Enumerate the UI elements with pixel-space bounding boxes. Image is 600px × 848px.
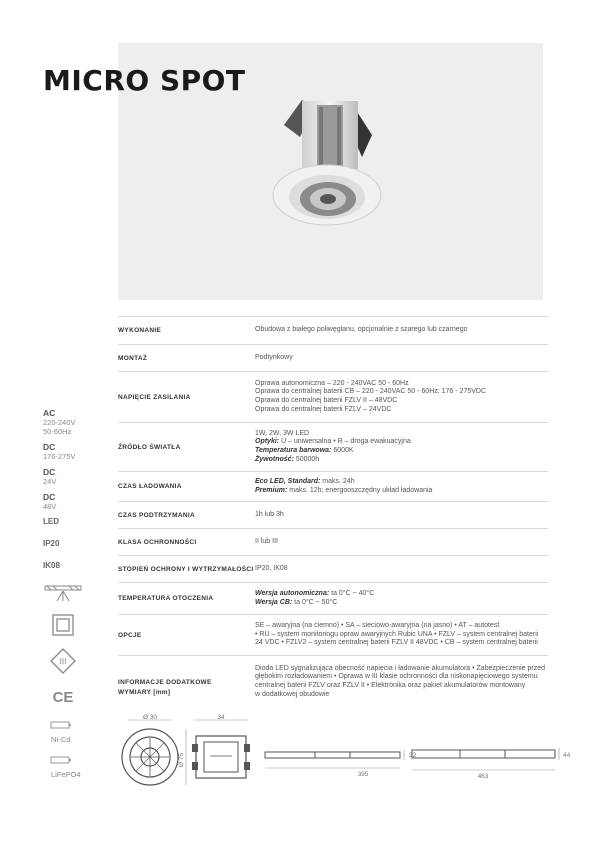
dimensions-title: WYMIARY [mm]: [118, 689, 171, 696]
spec-line: [255, 599, 548, 608]
spec-label: INFORMACJE DODATKOWE: [118, 678, 212, 686]
dc2-sub: 24V: [43, 477, 57, 486]
spec-value: [255, 380, 548, 414]
spec-value: Obudowa z białego poliwęglanu, opcjonalnie z szarego lub czarnego: [255, 326, 468, 334]
nicd-label: NI-Cd: [51, 735, 71, 744]
ce-mark-icon: [43, 685, 83, 707]
page-title: MICRO SPOT: [43, 64, 246, 97]
spec-line: 1W, 2W, 3W LED: [255, 429, 310, 437]
spec-label: STOPIEŃ OCHRONY I WYTRZYMAŁOŚCI: [118, 565, 254, 573]
ac-sub2: 50-60Hz: [43, 427, 72, 436]
sidebar-icons: [43, 408, 93, 789]
auto-value: ta 0°C ~ 40°C: [331, 589, 375, 597]
spec-line: [255, 487, 548, 496]
front-view-drawing: [122, 714, 186, 785]
class-three-icon: [43, 647, 83, 675]
battery-icon: [43, 720, 83, 730]
dim-32: 32: [409, 752, 417, 759]
spec-label: CZAS PODTRZYMANIA: [118, 511, 195, 519]
lifetime-label: Żywotność:: [255, 455, 294, 463]
spec-line: głębokim rozładowaniem • Oprawa w III klasie ochronności dla niskonapięciowego systemu: [255, 673, 538, 681]
spec-value: Podtynkowy: [255, 353, 293, 361]
spec-line: Oprawa autonomiczna – 220 - 240VAC 50 - 60Hz: [255, 379, 409, 387]
auto-label: Wersja autonomiczna:: [255, 589, 330, 597]
spec-line: • RU – system monitoringu opraw awaryjnych Rubic UNA • FZLV – system centralnej baterii: [255, 630, 539, 638]
dc3-sub: 48V: [43, 502, 57, 511]
spec-line: Oprawa do centralnej baterii CB – 220 - 240VAC 50 - 60Hz; 176 - 275VDC: [255, 388, 486, 396]
spec-label: TEMPERATURA OTOCZENIA: [118, 595, 214, 602]
color-temp-value: 6000K: [333, 447, 354, 454]
spec-line: [255, 456, 548, 465]
spec-line: w dodatkowej obudowie: [255, 690, 330, 698]
spec-row-czas-ladowania: [118, 471, 548, 501]
dim-463: 463: [477, 773, 489, 780]
class-two-icon: [43, 613, 83, 637]
spec-line: [255, 438, 548, 447]
spec-row-czas-podtrzymania: [118, 501, 548, 528]
dim-44: 44: [563, 752, 570, 759]
spec-row-informacje: [118, 655, 548, 708]
dc1-top: DC: [43, 442, 56, 452]
dc-badge-3: [43, 492, 93, 511]
cb-value: ta 0°C ~ 50°C: [294, 598, 338, 606]
spec-line: SE – awaryjna (na ciemno) • SA – sieciowo-awaryjna (na jasno) • AT – autotest: [255, 622, 500, 630]
dc1-sub: 176-275V: [43, 452, 76, 461]
spec-label: CZAS ŁADOWANIA: [118, 483, 182, 490]
spec-row-temperatura: [118, 582, 548, 614]
dc2-top: DC: [43, 467, 56, 477]
optics-value: U – uniwersalna • R – droga ewakuacyjna: [281, 438, 411, 446]
spec-line: Oprawa do centralnej baterii FZLV – 24VDC: [255, 405, 392, 413]
spec-value: 1h lub 3h: [255, 510, 284, 518]
battery-icon: [43, 755, 83, 765]
premium-value: maks. 12h; energooszczędny układ ładowania: [289, 486, 433, 494]
ce-text: CE: [52, 689, 74, 706]
spec-line: Dioda LED sygnalizująca obecność napięcia i ładowanie akumulatora • Zabezpieczenie przed: [255, 664, 546, 672]
spec-row-wykonanie: [118, 316, 548, 344]
ac-sub1: 220-240V: [43, 418, 76, 427]
ac-badge: [43, 408, 93, 436]
ac-top: AC: [43, 408, 56, 418]
dc3-top: DC: [43, 492, 56, 502]
lifepo-battery-icon: [43, 752, 93, 779]
dim-395: 395: [357, 771, 369, 778]
top-view-drawing: [412, 748, 570, 780]
spec-label: MONTAŻ: [118, 354, 148, 362]
cb-label: Wersja CB:: [255, 598, 293, 606]
spec-table: [118, 316, 548, 708]
spec-value: [255, 430, 548, 464]
eco-label: Eco LED, Standard:: [255, 477, 321, 485]
spec-value: [255, 665, 548, 699]
spec-row-montaz: [118, 344, 548, 371]
side-view-drawing: [192, 714, 250, 778]
spec-row-zrodlo: [118, 422, 548, 471]
mounting-surface-icon: [43, 583, 83, 603]
spec-value: [255, 622, 548, 648]
led-badge: LED: [43, 517, 59, 526]
product-lamp-image: [262, 95, 392, 235]
spec-row-opcje: [118, 614, 548, 655]
ip-badge: IP20: [43, 539, 60, 548]
spec-line: Oprawa do centralnej baterii FZLV II – 48VDC: [255, 397, 398, 404]
spec-value: II lub III: [255, 537, 278, 545]
dimension-drawings: [100, 712, 570, 792]
dc-badge-1: [43, 442, 93, 461]
spec-label: KLASA OCHRONNOŚCI: [118, 538, 197, 546]
spec-line: [255, 447, 548, 456]
class-three-text: III: [59, 657, 67, 666]
color-temp-label: Temperatura barwowa:: [255, 447, 332, 454]
spec-row-stopien: [118, 555, 548, 582]
length-view-drawing: [265, 750, 417, 778]
spec-label: ŹRÓDŁO ŚWIATŁA: [118, 443, 181, 451]
spec-value: IP20, IK08: [255, 564, 288, 572]
dc-badge-2: [43, 467, 93, 486]
lifepo-label: LiFePO4: [51, 770, 81, 779]
spec-row-klasa: [118, 528, 548, 555]
spec-value: [255, 590, 548, 607]
spec-line: centralnej baterii FZLV oraz FZLV II • Elektronika oraz pakiet akumulatorów montowany: [255, 682, 526, 689]
spec-label: OPCJE: [118, 631, 142, 639]
nicd-battery-icon: [43, 717, 93, 744]
spec-label: WYKONANIE: [118, 327, 162, 334]
spec-value: [255, 478, 548, 495]
dim-34: 34: [217, 714, 225, 721]
dim-d75: Ø 75: [178, 752, 185, 768]
lifetime-value: 50000h: [295, 455, 320, 463]
eco-value: maks. 24h: [322, 477, 355, 485]
premium-label: Premium:: [255, 486, 288, 494]
spec-line: 24 VDC • FZLV2 – system centralnej baterii FZLV II 48VDC • CB – system centralnej baterii: [255, 639, 538, 647]
spec-row-napiecie: [118, 371, 548, 422]
spec-line: [255, 478, 548, 487]
ik-badge: IK08: [43, 561, 60, 570]
optics-label: Optyki:: [255, 438, 280, 446]
spec-label: NAPIĘCIE ZASILANIA: [118, 393, 191, 401]
spec-line: [255, 590, 548, 599]
dim-d30: Ø 30: [142, 714, 158, 721]
